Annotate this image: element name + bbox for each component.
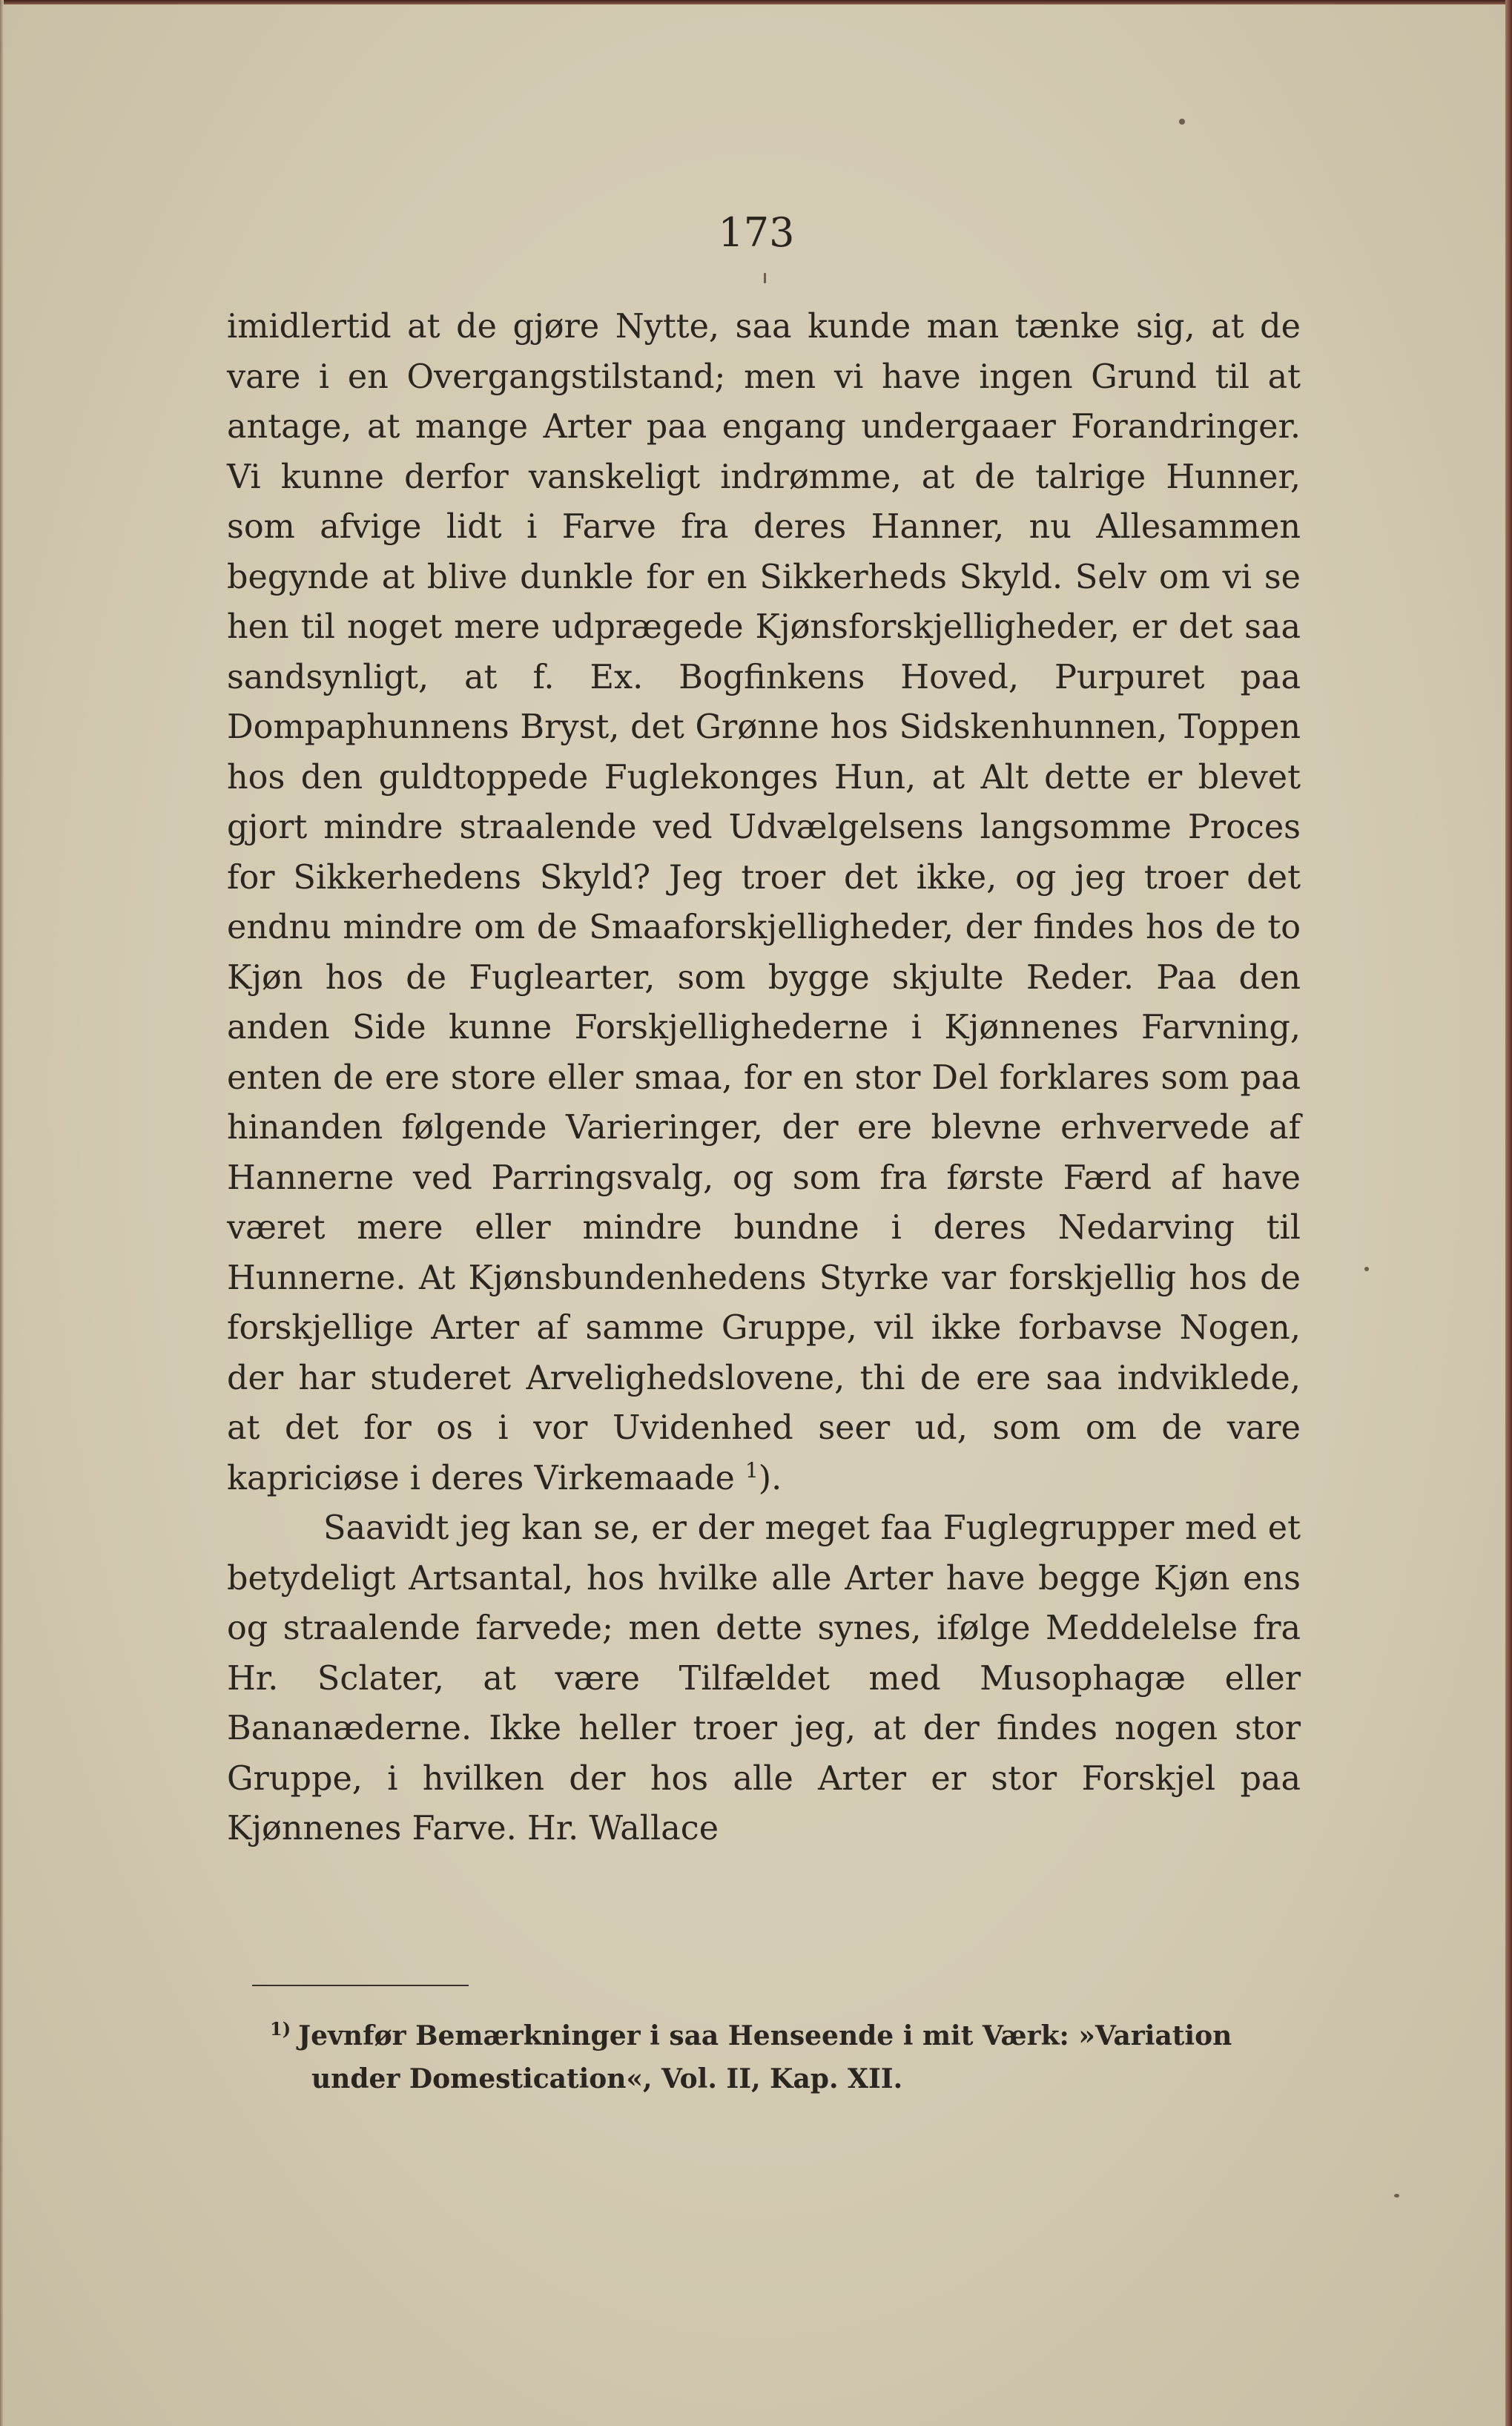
body-text <box>227 302 1301 1854</box>
paper-speck <box>1394 2194 1399 2198</box>
footnote-divider <box>252 1985 469 1986</box>
footnote-line-2: under Domestication«, Vol. II, Kap. XII. <box>311 2063 903 2094</box>
paragraph-1 <box>227 302 1301 1503</box>
footnote-mark: 1) <box>270 2018 291 2040</box>
paragraph-1-text: imidlertid at de gjøre Nytte, saa kunde man tænke sig, at de vare i en Overgangstilstand; men vi have ingen Grund til at antage, at mange Arter paa engang undergaaer Forandringer. Vi kunne derfor vanskeligt indrømme, at de talrige Hunner, som afvige lidt i Farve fra deres Hanner, nu Allesammen begynde at blive dunkle for en Sikkerheds Skyld. Selv om vi se hen til noget mere udprægede Kjønsforskjelligheder, er det saa sandsynligt, at f. Ex. Bogfinkens Hoved, Purpuret paa Dompaphunnens Bryst, det Grønne hos Sidskenhunnen, Toppen hos den guldtoppede Fuglekonges Hun, at Alt dette er blevet gjort mindre straalende ved Udvælgelsens langsomme Proces for Sikkerhedens Skyld? Jeg troer det ikke, og jeg troer det endnu mindre om de Smaaforskjelligheder, der findes hos de to Kjøn hos de Fuglearter, som bygge skjulte Reder. Paa den anden Side kunne Forskjellighederne i Kjønnenes Farvning, enten de ere store eller smaa, for en stor Del forklares som paa hinanden følgende Varieringer, der ere blevne erhvervede af Hannerne ved Parringsvalg, og som fra første Færd af have været mere eller mindre bundne i deres Nedarving til Hunnerne. At Kjønsbundenhedens Styrke var forskjellig hos de forskjellige Arter af samme Gruppe, vil ikke forbavse Nogen, der har studeret Arvelighedslovene, thi de ere saa indviklede, at det for os i vor Uvidenhed seer ud, som om de vare kapriciøse i deres Virkemaade <box>227 308 1301 1497</box>
paper-speck <box>764 273 766 283</box>
paragraph-2: Saavidt jeg kan se, er der meget faa Fuglegrupper med et betydeligt Artsantal, hos hvilke alle Arter have begge Kjøn ens og straalende farvede; men dette synes, ifølge Meddelelse fra Hr. Sclater, at være Tilfældet med Musophagæ eller Bananæderne. Ikke heller troer jeg, at der findes nogen stor Gruppe, i hvilken der hos alle Arter er stor Forskjel paa Kjønnenes Farve. Hr. Wallace <box>227 1509 1301 1847</box>
footnote <box>270 2014 1301 2100</box>
page-right-edge <box>1505 0 1512 2426</box>
paper-speck <box>1179 119 1185 125</box>
page-left-edge <box>0 0 4 2426</box>
paper-speck <box>1364 1267 1369 1271</box>
footnote-reference: 1 <box>745 1457 759 1483</box>
page-top-edge <box>0 0 1512 4</box>
paragraph-1-end: ). <box>758 1459 782 1497</box>
page-number: 173 <box>718 209 795 256</box>
footnote-line-1: Jevnfør Bemærkninger i saa Henseende i mit Værk: »Variation <box>298 2020 1232 2051</box>
